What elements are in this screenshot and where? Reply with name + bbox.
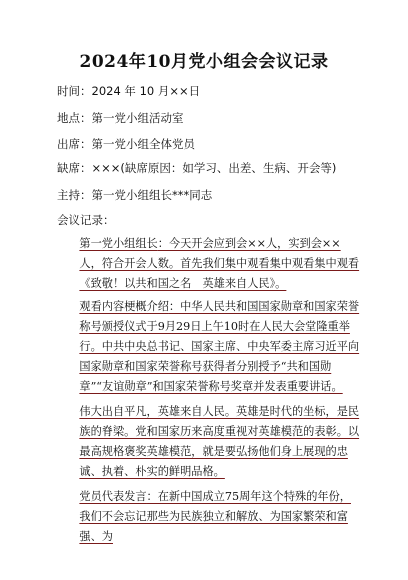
paragraph-summary xyxy=(57,297,361,397)
absent-value: ×××(缺席原因：如学习、出差、生病、开会等) xyxy=(91,161,337,175)
paragraph-text: 伟大出自平凡，英雄来自人民。英雄是时代的坐标，是民族的脊梁。党和国家历来高度重视对英雄模范的表彰。以最高规格褒奖英雄模范，就是要弘扬他们身上展现的忠诚、执着、朴实的鲜明品格。 xyxy=(79,405,360,478)
document-title: 2024年10月党小组会会议记录 xyxy=(79,52,329,72)
meeting-attendees xyxy=(57,136,195,152)
attendees-value: 第一党小组全体党员 xyxy=(91,137,195,151)
meeting-host xyxy=(57,187,212,203)
location-label: 地点： xyxy=(57,111,92,125)
time-value: 2024 年 10 月××日 xyxy=(91,84,201,98)
meeting-location xyxy=(57,110,184,126)
paragraph-text: ：中华人民共和国国家勋章和国家荣誉称号颁授仪式于9月29日上午10时在人民大会堂隆重举行。中共中央总书记、国家主席、中央军委主席习近平向国家勋章和国家荣誉称号获得者分别授予“共和国勋章”“友谊勋章”和国家荣誉称号奖章并发表重要讲话。 xyxy=(79,300,360,393)
paragraph-group-leader xyxy=(57,234,361,294)
record-heading: 会议记录： xyxy=(57,213,115,227)
paragraph-text: ：在新中国成立75周年这个特殊的年份，我们不会忘记那些为民族独立和解放、为国家繁荣和富强、为 xyxy=(79,490,351,543)
speaker-label: 第一党小组组长 xyxy=(79,237,158,250)
host-label: 主持： xyxy=(57,188,92,202)
meeting-absent xyxy=(57,160,336,176)
absent-label: 缺席： xyxy=(57,161,92,175)
meeting-time xyxy=(57,83,200,99)
time-label: 时间： xyxy=(57,84,92,98)
location-value: 第一党小组活动室 xyxy=(91,111,184,125)
attendees-label: 出席： xyxy=(57,137,92,151)
paragraph-heroes xyxy=(57,402,361,482)
paragraph-member-speech xyxy=(57,487,361,547)
speaker-label: 党员代表发言 xyxy=(79,490,147,503)
host-value: 第一党小组组长***同志 xyxy=(91,188,213,202)
speaker-label: 观看内容梗概介绍 xyxy=(79,300,169,313)
paragraph-text: ：今天开会应到会××人，实到会××人，符合开会人数。首先我们集中观看集中观看集中观看《致敬！以共和国之名 英雄来自人民》。 xyxy=(79,237,360,290)
